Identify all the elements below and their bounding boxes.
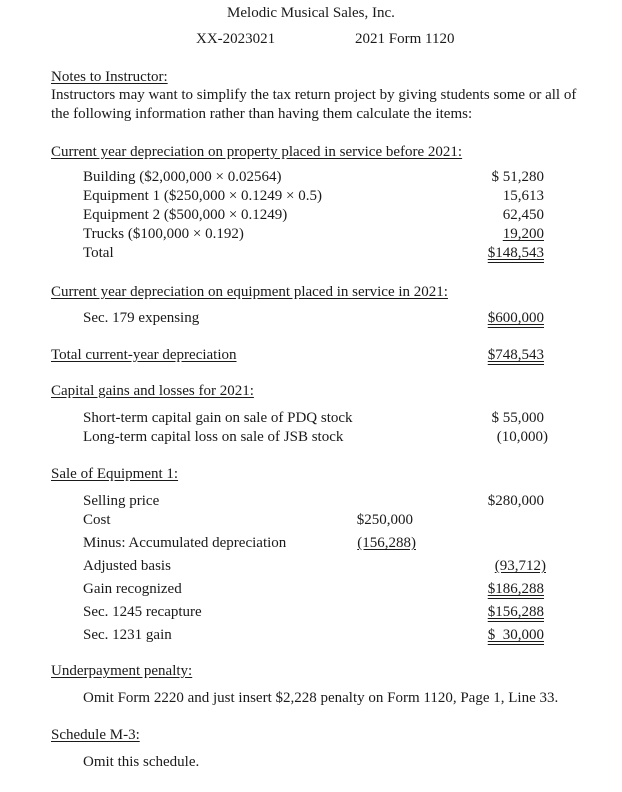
capital-row-amount: $ 55,000 [491, 410, 544, 426]
sale-row-label: Adjusted basis [83, 558, 171, 574]
depr-row-label: Trucks ($100,000 × 0.192) [83, 226, 244, 242]
depr-row-amount: 15,613 [502, 188, 544, 204]
sec179-label: Sec. 179 expensing [83, 310, 200, 326]
sale-row-amount: $186,288 [487, 581, 544, 597]
sale-row-label: Gain recognized [83, 581, 182, 597]
sale-row-amount: (93,712) [494, 558, 546, 574]
capital-row-amount: (10,000) [496, 429, 548, 445]
penalty-title: Underpayment penalty: [51, 663, 193, 679]
sale-row-amount: $156,288 [487, 604, 544, 620]
sale-row-mid: $250,000 [356, 512, 413, 528]
sale-row-label: Sec. 1245 recapture [83, 604, 202, 620]
penalty-text: Omit Form 2220 and just insert $2,228 penalty on Form 1120, Page 1, Line 33. [83, 690, 559, 706]
m3-title: Schedule M-3: [51, 727, 140, 743]
depr-row-amount: $ 51,280 [491, 169, 544, 185]
total-depr-amount: $748,543 [487, 347, 544, 363]
depr-row-label: Equipment 2 ($500,000 × 0.1249) [83, 207, 288, 223]
sale-row-label: Cost [83, 512, 111, 528]
sale-row-label: Minus: Accumulated depreciation [83, 535, 287, 551]
depr-row-amount: 62,450 [502, 207, 544, 223]
company-name: Melodic Musical Sales, Inc. [227, 5, 395, 21]
total-depr-title: Total current-year depreciation [51, 347, 237, 363]
sale-row-amount: $280,000 [487, 493, 544, 509]
depr-row-label: Equipment 1 ($250,000 × 0.1249 × 0.5) [83, 188, 322, 204]
capital-row-label: Short-term capital gain on sale of PDQ stock [83, 410, 353, 426]
depr-total-amount: $148,543 [487, 245, 544, 261]
depr-2021-title: Current year depreciation on equipment placed in service in 2021: [51, 284, 448, 300]
sale-row-label: Selling price [83, 493, 160, 509]
depr-before-title: Current year depreciation on property placed in service before 2021: [51, 144, 463, 160]
sale-row-mid: (156,288) [357, 535, 416, 551]
sale-row-amount: $ 30,000 [487, 627, 544, 643]
sec179-amount: $600,000 [487, 310, 544, 326]
notes-text: Instructors may want to simplify the tax return project by giving students some or all of the following information rather than having them calculate the items: [51, 87, 577, 122]
depr-total-label: Total [83, 245, 114, 261]
sale-row-label: Sec. 1231 gain [83, 627, 172, 643]
depr-row-amount: 19,200 [502, 226, 544, 242]
ein: XX-2023021 [196, 31, 276, 47]
notes-title: Notes to Instructor: [51, 69, 168, 85]
form-title: 2021 Form 1120 [355, 31, 455, 47]
capital-title: Capital gains and losses for 2021: [51, 383, 254, 399]
capital-row-label: Long-term capital loss on sale of JSB stock [83, 429, 344, 445]
m3-text: Omit this schedule. [83, 754, 200, 770]
depr-row-label: Building ($2,000,000 × 0.02564) [83, 169, 282, 185]
sale-title: Sale of Equipment 1: [51, 466, 179, 482]
